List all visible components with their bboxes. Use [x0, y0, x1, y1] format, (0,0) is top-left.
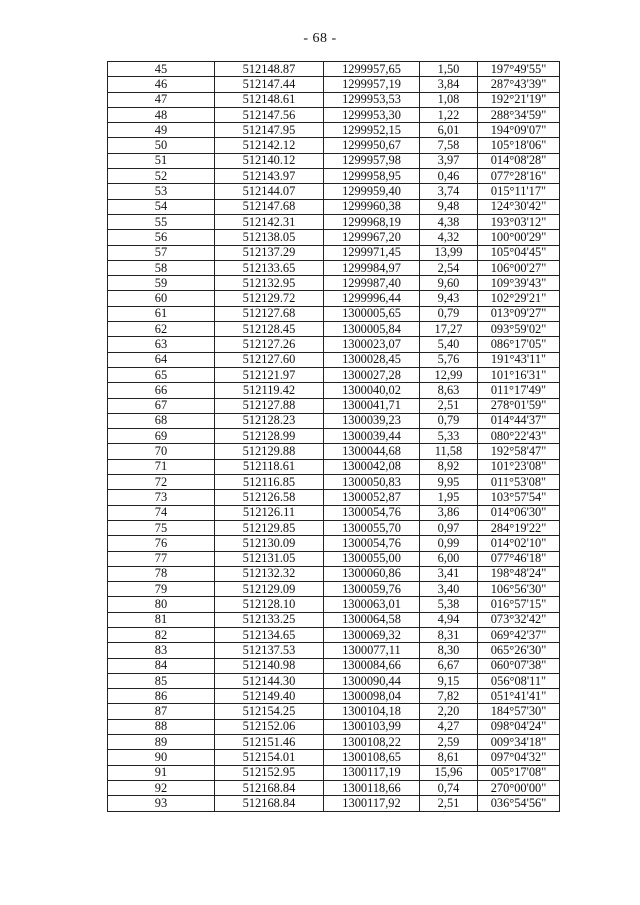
point-number-cell: 75: [108, 520, 215, 535]
distance-cell: 0,99: [420, 536, 478, 551]
x-coordinate-cell: 512129.09: [215, 582, 324, 597]
distance-cell: 4,94: [420, 612, 478, 627]
table-row: [108, 383, 560, 398]
bearing-cell: 069°42'37": [478, 627, 560, 642]
distance-cell: 1,22: [420, 107, 478, 122]
bearing-cell: 036°54'56": [478, 796, 560, 811]
point-number-cell: 51: [108, 153, 215, 168]
bearing-cell: 014°08'28": [478, 153, 560, 168]
distance-cell: 2,20: [420, 704, 478, 719]
y-coordinate-cell: 1300117,92: [324, 796, 420, 811]
table-row: [108, 245, 560, 260]
x-coordinate-cell: 512143.97: [215, 169, 324, 184]
bearing-cell: 011°17'49": [478, 383, 560, 398]
point-number-cell: 45: [108, 62, 215, 77]
bearing-cell: 051°41'41": [478, 689, 560, 704]
x-coordinate-cell: 512129.85: [215, 520, 324, 535]
bearing-cell: 015°11'17": [478, 184, 560, 199]
distance-cell: 8,61: [420, 750, 478, 765]
distance-cell: 1,50: [420, 62, 478, 77]
distance-cell: 3,84: [420, 77, 478, 92]
bearing-cell: 191°43'11": [478, 352, 560, 367]
point-number-cell: 65: [108, 367, 215, 382]
distance-cell: 1,08: [420, 92, 478, 107]
x-coordinate-cell: 512147.56: [215, 107, 324, 122]
y-coordinate-cell: 1300108,65: [324, 750, 420, 765]
y-coordinate-cell: 1300063,01: [324, 597, 420, 612]
bearing-cell: 270°00'00": [478, 780, 560, 795]
x-coordinate-cell: 512152.95: [215, 765, 324, 780]
distance-cell: 2,59: [420, 735, 478, 750]
bearing-cell: 097°04'32": [478, 750, 560, 765]
bearing-cell: 014°06'30": [478, 505, 560, 520]
distance-cell: 3,97: [420, 153, 478, 168]
table-row: [108, 704, 560, 719]
x-coordinate-cell: 512148.61: [215, 92, 324, 107]
x-coordinate-cell: 512138.05: [215, 230, 324, 245]
distance-cell: 17,27: [420, 322, 478, 337]
x-coordinate-cell: 512119.42: [215, 383, 324, 398]
x-coordinate-cell: 512133.65: [215, 260, 324, 275]
bearing-cell: 103°57'54": [478, 490, 560, 505]
y-coordinate-cell: 1300050,83: [324, 475, 420, 490]
table-row: [108, 765, 560, 780]
x-coordinate-cell: 512133.25: [215, 612, 324, 627]
bearing-cell: 102°29'21": [478, 291, 560, 306]
bearing-cell: 013°09'27": [478, 306, 560, 321]
table-row: [108, 77, 560, 92]
table-row: [108, 673, 560, 688]
y-coordinate-cell: 1300005,65: [324, 306, 420, 321]
bearing-cell: 005°17'08": [478, 765, 560, 780]
distance-cell: 5,33: [420, 429, 478, 444]
x-coordinate-cell: 512147.44: [215, 77, 324, 92]
y-coordinate-cell: 1300117,19: [324, 765, 420, 780]
x-coordinate-cell: 512132.95: [215, 276, 324, 291]
point-number-cell: 61: [108, 306, 215, 321]
y-coordinate-cell: 1299959,40: [324, 184, 420, 199]
distance-cell: 3,40: [420, 582, 478, 597]
x-coordinate-cell: 512144.07: [215, 184, 324, 199]
table-row: [108, 459, 560, 474]
table-row: [108, 92, 560, 107]
bearing-cell: 194°09'07": [478, 123, 560, 138]
bearing-cell: 278°01'59": [478, 398, 560, 413]
table-row: [108, 306, 560, 321]
point-number-cell: 46: [108, 77, 215, 92]
distance-cell: 3,74: [420, 184, 478, 199]
table-row: [108, 582, 560, 597]
distance-cell: 1,95: [420, 490, 478, 505]
table-row: [108, 337, 560, 352]
x-coordinate-cell: 512126.11: [215, 505, 324, 520]
point-number-cell: 86: [108, 689, 215, 704]
y-coordinate-cell: 1299984,97: [324, 260, 420, 275]
table-row: [108, 260, 560, 275]
x-coordinate-cell: 512151.46: [215, 735, 324, 750]
distance-cell: 15,96: [420, 765, 478, 780]
bearing-cell: 014°44'37": [478, 413, 560, 428]
x-coordinate-cell: 512129.88: [215, 444, 324, 459]
table-row: [108, 62, 560, 77]
page-number: - 68 -: [303, 31, 337, 46]
bearing-cell: 105°04'45": [478, 245, 560, 260]
y-coordinate-cell: 1300059,76: [324, 582, 420, 597]
table-row: [108, 367, 560, 382]
y-coordinate-cell: 1299968,19: [324, 214, 420, 229]
distance-cell: 0,74: [420, 780, 478, 795]
point-number-cell: 59: [108, 276, 215, 291]
bearing-cell: 060°07'38": [478, 658, 560, 673]
table-row: [108, 536, 560, 551]
table-row: [108, 444, 560, 459]
x-coordinate-cell: 512127.26: [215, 337, 324, 352]
y-coordinate-cell: 1300040,02: [324, 383, 420, 398]
x-coordinate-cell: 512121.97: [215, 367, 324, 382]
point-number-cell: 60: [108, 291, 215, 306]
table-row: [108, 153, 560, 168]
table-row: [108, 490, 560, 505]
bearing-cell: 016°57'15": [478, 597, 560, 612]
distance-cell: 9,15: [420, 673, 478, 688]
x-coordinate-cell: 512148.87: [215, 62, 324, 77]
distance-cell: 8,92: [420, 459, 478, 474]
point-number-cell: 49: [108, 123, 215, 138]
point-number-cell: 73: [108, 490, 215, 505]
y-coordinate-cell: 1300023,07: [324, 337, 420, 352]
x-coordinate-cell: 512132.32: [215, 566, 324, 581]
point-number-cell: 84: [108, 658, 215, 673]
x-coordinate-cell: 512128.99: [215, 429, 324, 444]
y-coordinate-cell: 1300103,99: [324, 719, 420, 734]
bearing-cell: 106°56'30": [478, 582, 560, 597]
bearing-cell: 073°32'42": [478, 612, 560, 627]
x-coordinate-cell: 512147.68: [215, 199, 324, 214]
table-row: [108, 627, 560, 642]
x-coordinate-cell: 512126.58: [215, 490, 324, 505]
bearing-cell: 184°57'30": [478, 704, 560, 719]
table-row: [108, 475, 560, 490]
y-coordinate-cell: 1299950,67: [324, 138, 420, 153]
point-number-cell: 48: [108, 107, 215, 122]
y-coordinate-cell: 1299967,20: [324, 230, 420, 245]
point-number-cell: 69: [108, 429, 215, 444]
x-coordinate-cell: 512131.05: [215, 551, 324, 566]
table-row: [108, 520, 560, 535]
table-row: [108, 107, 560, 122]
bearing-cell: 086°17'05": [478, 337, 560, 352]
y-coordinate-cell: 1300039,44: [324, 429, 420, 444]
y-coordinate-cell: 1299957,98: [324, 153, 420, 168]
bearing-cell: 287°43'39": [478, 77, 560, 92]
bearing-cell: 105°18'06": [478, 138, 560, 153]
y-coordinate-cell: 1300064,58: [324, 612, 420, 627]
table-row: [108, 429, 560, 444]
point-number-cell: 47: [108, 92, 215, 107]
point-number-cell: 76: [108, 536, 215, 551]
bearing-cell: 192°21'19": [478, 92, 560, 107]
distance-cell: 6,01: [420, 123, 478, 138]
y-coordinate-cell: 1300052,87: [324, 490, 420, 505]
x-coordinate-cell: 512128.45: [215, 322, 324, 337]
bearing-cell: 093°59'02": [478, 322, 560, 337]
table-row: [108, 138, 560, 153]
distance-cell: 3,41: [420, 566, 478, 581]
y-coordinate-cell: 1299952,15: [324, 123, 420, 138]
point-number-cell: 93: [108, 796, 215, 811]
point-number-cell: 50: [108, 138, 215, 153]
point-number-cell: 83: [108, 643, 215, 658]
bearing-cell: 288°34'59": [478, 107, 560, 122]
distance-cell: 0,79: [420, 413, 478, 428]
y-coordinate-cell: 1300055,70: [324, 520, 420, 535]
table-row: [108, 505, 560, 520]
y-coordinate-cell: 1300027,28: [324, 367, 420, 382]
table-row: [108, 230, 560, 245]
distance-cell: 2,54: [420, 260, 478, 275]
x-coordinate-cell: 512127.88: [215, 398, 324, 413]
distance-cell: 4,38: [420, 214, 478, 229]
point-number-cell: 52: [108, 169, 215, 184]
bearing-cell: 077°28'16": [478, 169, 560, 184]
y-coordinate-cell: 1300098,04: [324, 689, 420, 704]
bearing-cell: 077°46'18": [478, 551, 560, 566]
table-row: [108, 735, 560, 750]
bearing-cell: 198°48'24": [478, 566, 560, 581]
x-coordinate-cell: 512116.85: [215, 475, 324, 490]
table-row: [108, 612, 560, 627]
point-number-cell: 90: [108, 750, 215, 765]
y-coordinate-cell: 1300044,68: [324, 444, 420, 459]
bearing-cell: 098°04'24": [478, 719, 560, 734]
table-row: [108, 322, 560, 337]
x-coordinate-cell: 512140.98: [215, 658, 324, 673]
x-coordinate-cell: 512142.12: [215, 138, 324, 153]
bearing-cell: 014°02'10": [478, 536, 560, 551]
x-coordinate-cell: 512149.40: [215, 689, 324, 704]
distance-cell: 2,51: [420, 796, 478, 811]
x-coordinate-cell: 512147.95: [215, 123, 324, 138]
point-number-cell: 72: [108, 475, 215, 490]
bearing-cell: 106°00'27": [478, 260, 560, 275]
bearing-cell: 193°03'12": [478, 214, 560, 229]
x-coordinate-cell: 512129.72: [215, 291, 324, 306]
table-row: [108, 123, 560, 138]
point-number-cell: 57: [108, 245, 215, 260]
distance-cell: 7,58: [420, 138, 478, 153]
point-number-cell: 81: [108, 612, 215, 627]
bearing-cell: 101°16'31": [478, 367, 560, 382]
point-number-cell: 64: [108, 352, 215, 367]
x-coordinate-cell: 512140.12: [215, 153, 324, 168]
x-coordinate-cell: 512128.23: [215, 413, 324, 428]
table-row: [108, 199, 560, 214]
point-number-cell: 66: [108, 383, 215, 398]
y-coordinate-cell: 1300041,71: [324, 398, 420, 413]
distance-cell: 8,63: [420, 383, 478, 398]
y-coordinate-cell: 1300118,66: [324, 780, 420, 795]
y-coordinate-cell: 1300077,11: [324, 643, 420, 658]
y-coordinate-cell: 1299957,65: [324, 62, 420, 77]
x-coordinate-cell: 512142.31: [215, 214, 324, 229]
coordinates-table-body: [108, 62, 560, 812]
y-coordinate-cell: 1300054,76: [324, 536, 420, 551]
point-number-cell: 54: [108, 199, 215, 214]
distance-cell: 9,48: [420, 199, 478, 214]
y-coordinate-cell: 1299971,45: [324, 245, 420, 260]
bearing-cell: 011°53'08": [478, 475, 560, 490]
x-coordinate-cell: 512137.29: [215, 245, 324, 260]
table-row: [108, 291, 560, 306]
table-row: [108, 352, 560, 367]
point-number-cell: 55: [108, 214, 215, 229]
x-coordinate-cell: 512134.65: [215, 627, 324, 642]
table-row: [108, 750, 560, 765]
x-coordinate-cell: 512154.25: [215, 704, 324, 719]
x-coordinate-cell: 512118.61: [215, 459, 324, 474]
distance-cell: 6,67: [420, 658, 478, 673]
y-coordinate-cell: 1300060,86: [324, 566, 420, 581]
coordinates-table: [107, 61, 560, 812]
table-row: [108, 214, 560, 229]
point-number-cell: 85: [108, 673, 215, 688]
bearing-cell: 197°49'55": [478, 62, 560, 77]
point-number-cell: 92: [108, 780, 215, 795]
distance-cell: 12,99: [420, 367, 478, 382]
distance-cell: 11,58: [420, 444, 478, 459]
point-number-cell: 70: [108, 444, 215, 459]
y-coordinate-cell: 1299958,95: [324, 169, 420, 184]
point-number-cell: 88: [108, 719, 215, 734]
x-coordinate-cell: 512168.84: [215, 796, 324, 811]
bearing-cell: 109°39'43": [478, 276, 560, 291]
table-row: [108, 597, 560, 612]
point-number-cell: 63: [108, 337, 215, 352]
x-coordinate-cell: 512137.53: [215, 643, 324, 658]
distance-cell: 6,00: [420, 551, 478, 566]
point-number-cell: 80: [108, 597, 215, 612]
y-coordinate-cell: 1299987,40: [324, 276, 420, 291]
y-coordinate-cell: 1300090,44: [324, 673, 420, 688]
x-coordinate-cell: 512154.01: [215, 750, 324, 765]
table-row: [108, 658, 560, 673]
point-number-cell: 67: [108, 398, 215, 413]
table-row: [108, 719, 560, 734]
y-coordinate-cell: 1300028,45: [324, 352, 420, 367]
point-number-cell: 56: [108, 230, 215, 245]
y-coordinate-cell: 1299953,53: [324, 92, 420, 107]
distance-cell: 8,31: [420, 627, 478, 642]
distance-cell: 5,76: [420, 352, 478, 367]
table-row: [108, 780, 560, 795]
distance-cell: 9,43: [420, 291, 478, 306]
point-number-cell: 68: [108, 413, 215, 428]
y-coordinate-cell: 1300042,08: [324, 459, 420, 474]
bearing-cell: 124°30'42": [478, 199, 560, 214]
table-row: [108, 551, 560, 566]
bearing-cell: 101°23'08": [478, 459, 560, 474]
y-coordinate-cell: 1299953,30: [324, 107, 420, 122]
table-row: [108, 566, 560, 581]
x-coordinate-cell: 512130.09: [215, 536, 324, 551]
distance-cell: 7,82: [420, 689, 478, 704]
distance-cell: 9,95: [420, 475, 478, 490]
y-coordinate-cell: 1300108,22: [324, 735, 420, 750]
distance-cell: 8,30: [420, 643, 478, 658]
point-number-cell: 71: [108, 459, 215, 474]
distance-cell: 2,51: [420, 398, 478, 413]
point-number-cell: 53: [108, 184, 215, 199]
bearing-cell: 100°00'29": [478, 230, 560, 245]
point-number-cell: 58: [108, 260, 215, 275]
bearing-cell: 056°08'11": [478, 673, 560, 688]
y-coordinate-cell: 1300005,84: [324, 322, 420, 337]
point-number-cell: 82: [108, 627, 215, 642]
point-number-cell: 87: [108, 704, 215, 719]
distance-cell: 5,40: [420, 337, 478, 352]
x-coordinate-cell: 512168.84: [215, 780, 324, 795]
x-coordinate-cell: 512152.06: [215, 719, 324, 734]
distance-cell: 5,38: [420, 597, 478, 612]
y-coordinate-cell: 1300039,23: [324, 413, 420, 428]
distance-cell: 9,60: [420, 276, 478, 291]
table-row: [108, 276, 560, 291]
table-row: [108, 796, 560, 811]
y-coordinate-cell: 1300084,66: [324, 658, 420, 673]
point-number-cell: 74: [108, 505, 215, 520]
point-number-cell: 91: [108, 765, 215, 780]
y-coordinate-cell: 1299996,44: [324, 291, 420, 306]
point-number-cell: 78: [108, 566, 215, 581]
bearing-cell: 284°19'22": [478, 520, 560, 535]
x-coordinate-cell: 512127.60: [215, 352, 324, 367]
distance-cell: 0,79: [420, 306, 478, 321]
y-coordinate-cell: 1299957,19: [324, 77, 420, 92]
bearing-cell: 192°58'47": [478, 444, 560, 459]
point-number-cell: 77: [108, 551, 215, 566]
distance-cell: 3,86: [420, 505, 478, 520]
y-coordinate-cell: 1300069,32: [324, 627, 420, 642]
y-coordinate-cell: 1300054,76: [324, 505, 420, 520]
point-number-cell: 89: [108, 735, 215, 750]
table-row: [108, 689, 560, 704]
y-coordinate-cell: 1299960,38: [324, 199, 420, 214]
table-row: [108, 169, 560, 184]
point-number-cell: 62: [108, 322, 215, 337]
distance-cell: 4,32: [420, 230, 478, 245]
point-number-cell: 79: [108, 582, 215, 597]
distance-cell: 0,46: [420, 169, 478, 184]
x-coordinate-cell: 512127.68: [215, 306, 324, 321]
table-row: [108, 643, 560, 658]
table-row: [108, 184, 560, 199]
distance-cell: 4,27: [420, 719, 478, 734]
table-row: [108, 398, 560, 413]
y-coordinate-cell: 1300104,18: [324, 704, 420, 719]
bearing-cell: 080°22'43": [478, 429, 560, 444]
table-row: [108, 413, 560, 428]
bearing-cell: 065°26'30": [478, 643, 560, 658]
x-coordinate-cell: 512128.10: [215, 597, 324, 612]
distance-cell: 0,97: [420, 520, 478, 535]
x-coordinate-cell: 512144.30: [215, 673, 324, 688]
distance-cell: 13,99: [420, 245, 478, 260]
y-coordinate-cell: 1300055,00: [324, 551, 420, 566]
bearing-cell: 009°34'18": [478, 735, 560, 750]
